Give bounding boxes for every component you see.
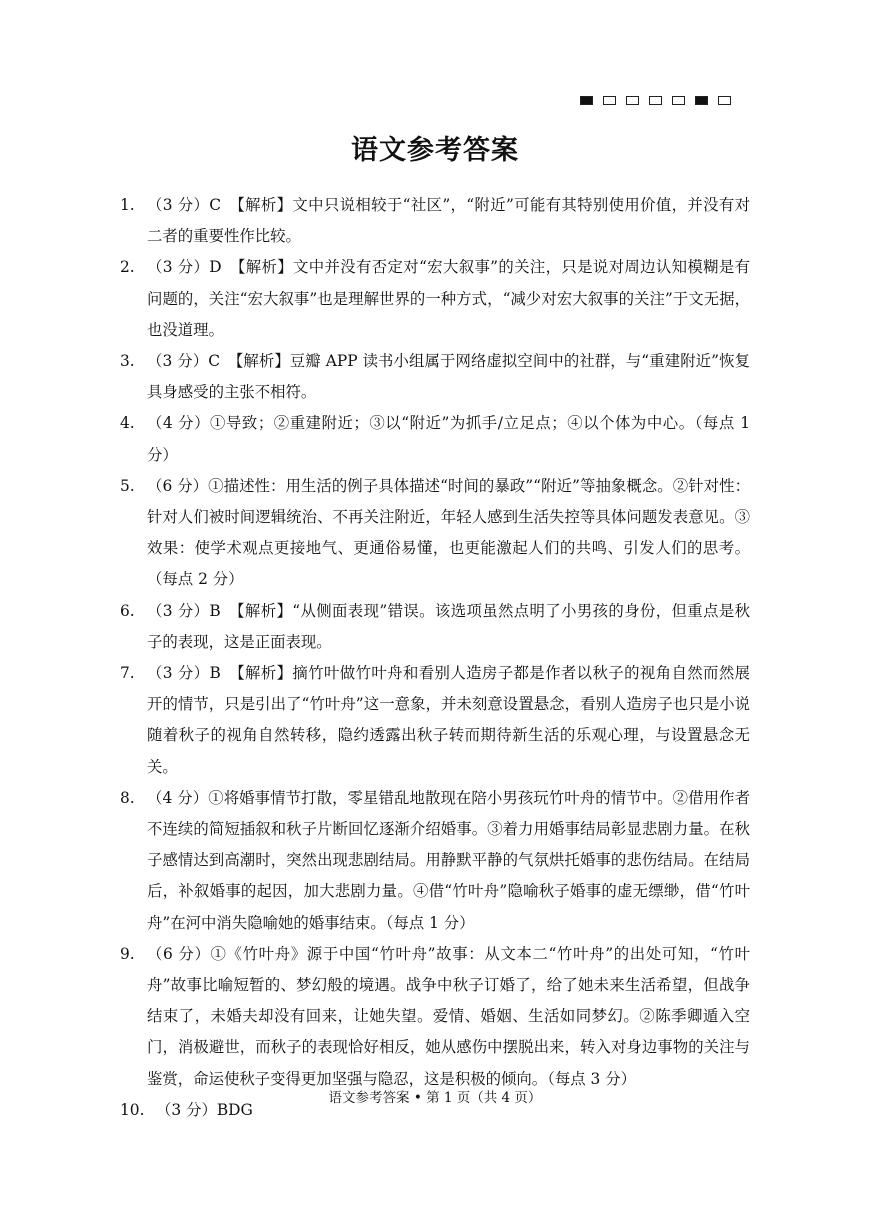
answer-number: 7. xyxy=(120,664,135,683)
answer-text: （3 分）C 【解析】豆瓣 APP 读书小组属于网络虚拟空间中的社群，与“重建附近”恢复具身感受的主张不相符。 xyxy=(147,352,750,402)
answer-item xyxy=(120,252,750,346)
answer-list xyxy=(120,190,750,1126)
page-footer: 语文参考答案 • 第 1 页（共 4 页） xyxy=(328,1090,542,1106)
page-indicator-box xyxy=(603,96,616,105)
answer-item xyxy=(120,408,750,470)
page-indicator-box xyxy=(626,96,639,105)
answer-number: 9. xyxy=(120,944,135,963)
answer-item xyxy=(120,190,750,252)
answer-item xyxy=(120,471,750,596)
page-indicator xyxy=(580,96,731,105)
answer-text: （3 分）C 【解析】文中只说相较于“社区”，“附近”可能有其特别使用价值，并没有对二者的重要性作比较。 xyxy=(147,196,750,246)
answer-text: （3 分）B 【解析】摘竹叶做竹叶舟和看别人造房子都是作者以秋子的视角自然而然展开的情节，只是引出了“竹叶舟”这一意象，并未刻意设置悬念，看别人造房子也只是小说随着秋子的视角自然转移，隐约透露出秋子转而期待新生活的乐观心理，与设置悬念无关。 xyxy=(147,664,750,776)
answer-item xyxy=(120,658,750,783)
answer-number: 6. xyxy=(120,601,135,620)
answer-item xyxy=(120,346,750,408)
answer-text: （6 分）①描述性：用生活的例子具体描述“时间的暴政”“附近”等抽象概念。②针对性：针对人们被时间逻辑统治、不再关注附近，年轻人感到生活失控等具体问题发表意见。③效果：使学术观点更接地气、更通俗易懂，也更能激起人们的共鸣、引发人们的思考。（每点 2 分） xyxy=(147,476,750,589)
answer-text: （3 分）B 【解析】“从侧面表现”错误。该选项虽然点明了小男孩的身份，但重点是秋子的表现，这是正面表现。 xyxy=(147,601,750,651)
answer-number: 4. xyxy=(120,414,135,433)
answer-text: （3 分）BDG xyxy=(156,1100,253,1119)
answer-number: 1. xyxy=(120,196,135,214)
page-indicator-box xyxy=(672,96,685,105)
page-indicator-box xyxy=(718,96,731,105)
page-indicator-box xyxy=(695,96,708,105)
answer-number: 2. xyxy=(120,258,135,277)
answer-text: （6 分）①《竹叶舟》源于中国“竹叶舟”故事：从文本二“竹叶舟”的出处可知，“竹叶舟”故事比喻短暂的、梦幻般的境遇。战争中秋子订婚了，给了她未来生活希望，但战争结束了，未婚夫却没有回来，让她失望。爱情、婚姻、生活如同梦幻。②陈季卿遁入空门，消极避世，而秋子的表现恰好相反，她从感伤中摆脱出来，转入对身边事物的关注与鉴赏，命运使秋子变得更加坚强与隐忍，这是积极的倾向。（每点 3 分） xyxy=(147,944,750,1088)
answer-item xyxy=(120,939,750,1095)
answer-number: 3. xyxy=(120,352,135,371)
answer-text: （4 分）①将婚事情节打散，零星错乱地散现在陪小男孩玩竹叶舟的情节中。②借用作者不连续的简短插叙和秋子片断回忆逐渐介绍婚事。③着力用婚事结局彰显悲剧力量。在秋子感情达到高潮时，突然出现悲剧结局。用静默平静的气氛烘托婚事的悲伤结局。在结局后，补叙婚事的起因，加大悲剧力量。④借“竹叶舟”隐喻秋子婚事的虚无缥缈，借“竹叶舟”在河中消失隐喻她的婚事结束。（每点 1 分） xyxy=(147,788,750,932)
page-indicator-box xyxy=(649,96,662,105)
answer-item xyxy=(120,596,750,658)
answer-text: （3 分）D 【解析】文中并没有否定对“宏大叙事”的关注，只是说对周边认知模糊是有问题的，关注“宏大叙事”也是理解世界的一种方式，“减少对宏大叙事的关注”于文无据，也没道理。 xyxy=(147,258,750,339)
answer-number: 10. xyxy=(120,1100,145,1119)
page-indicator-box xyxy=(580,96,593,105)
answer-number: 5. xyxy=(120,476,135,495)
answer-item xyxy=(120,783,750,939)
answer-number: 8. xyxy=(120,788,135,807)
page-title: 语文参考答案 xyxy=(351,135,519,166)
answer-text: （4 分）①导致；②重建附近；③以“附近”为抓手/立足点；④以个体为中心。（每点 1 分） xyxy=(147,414,750,464)
